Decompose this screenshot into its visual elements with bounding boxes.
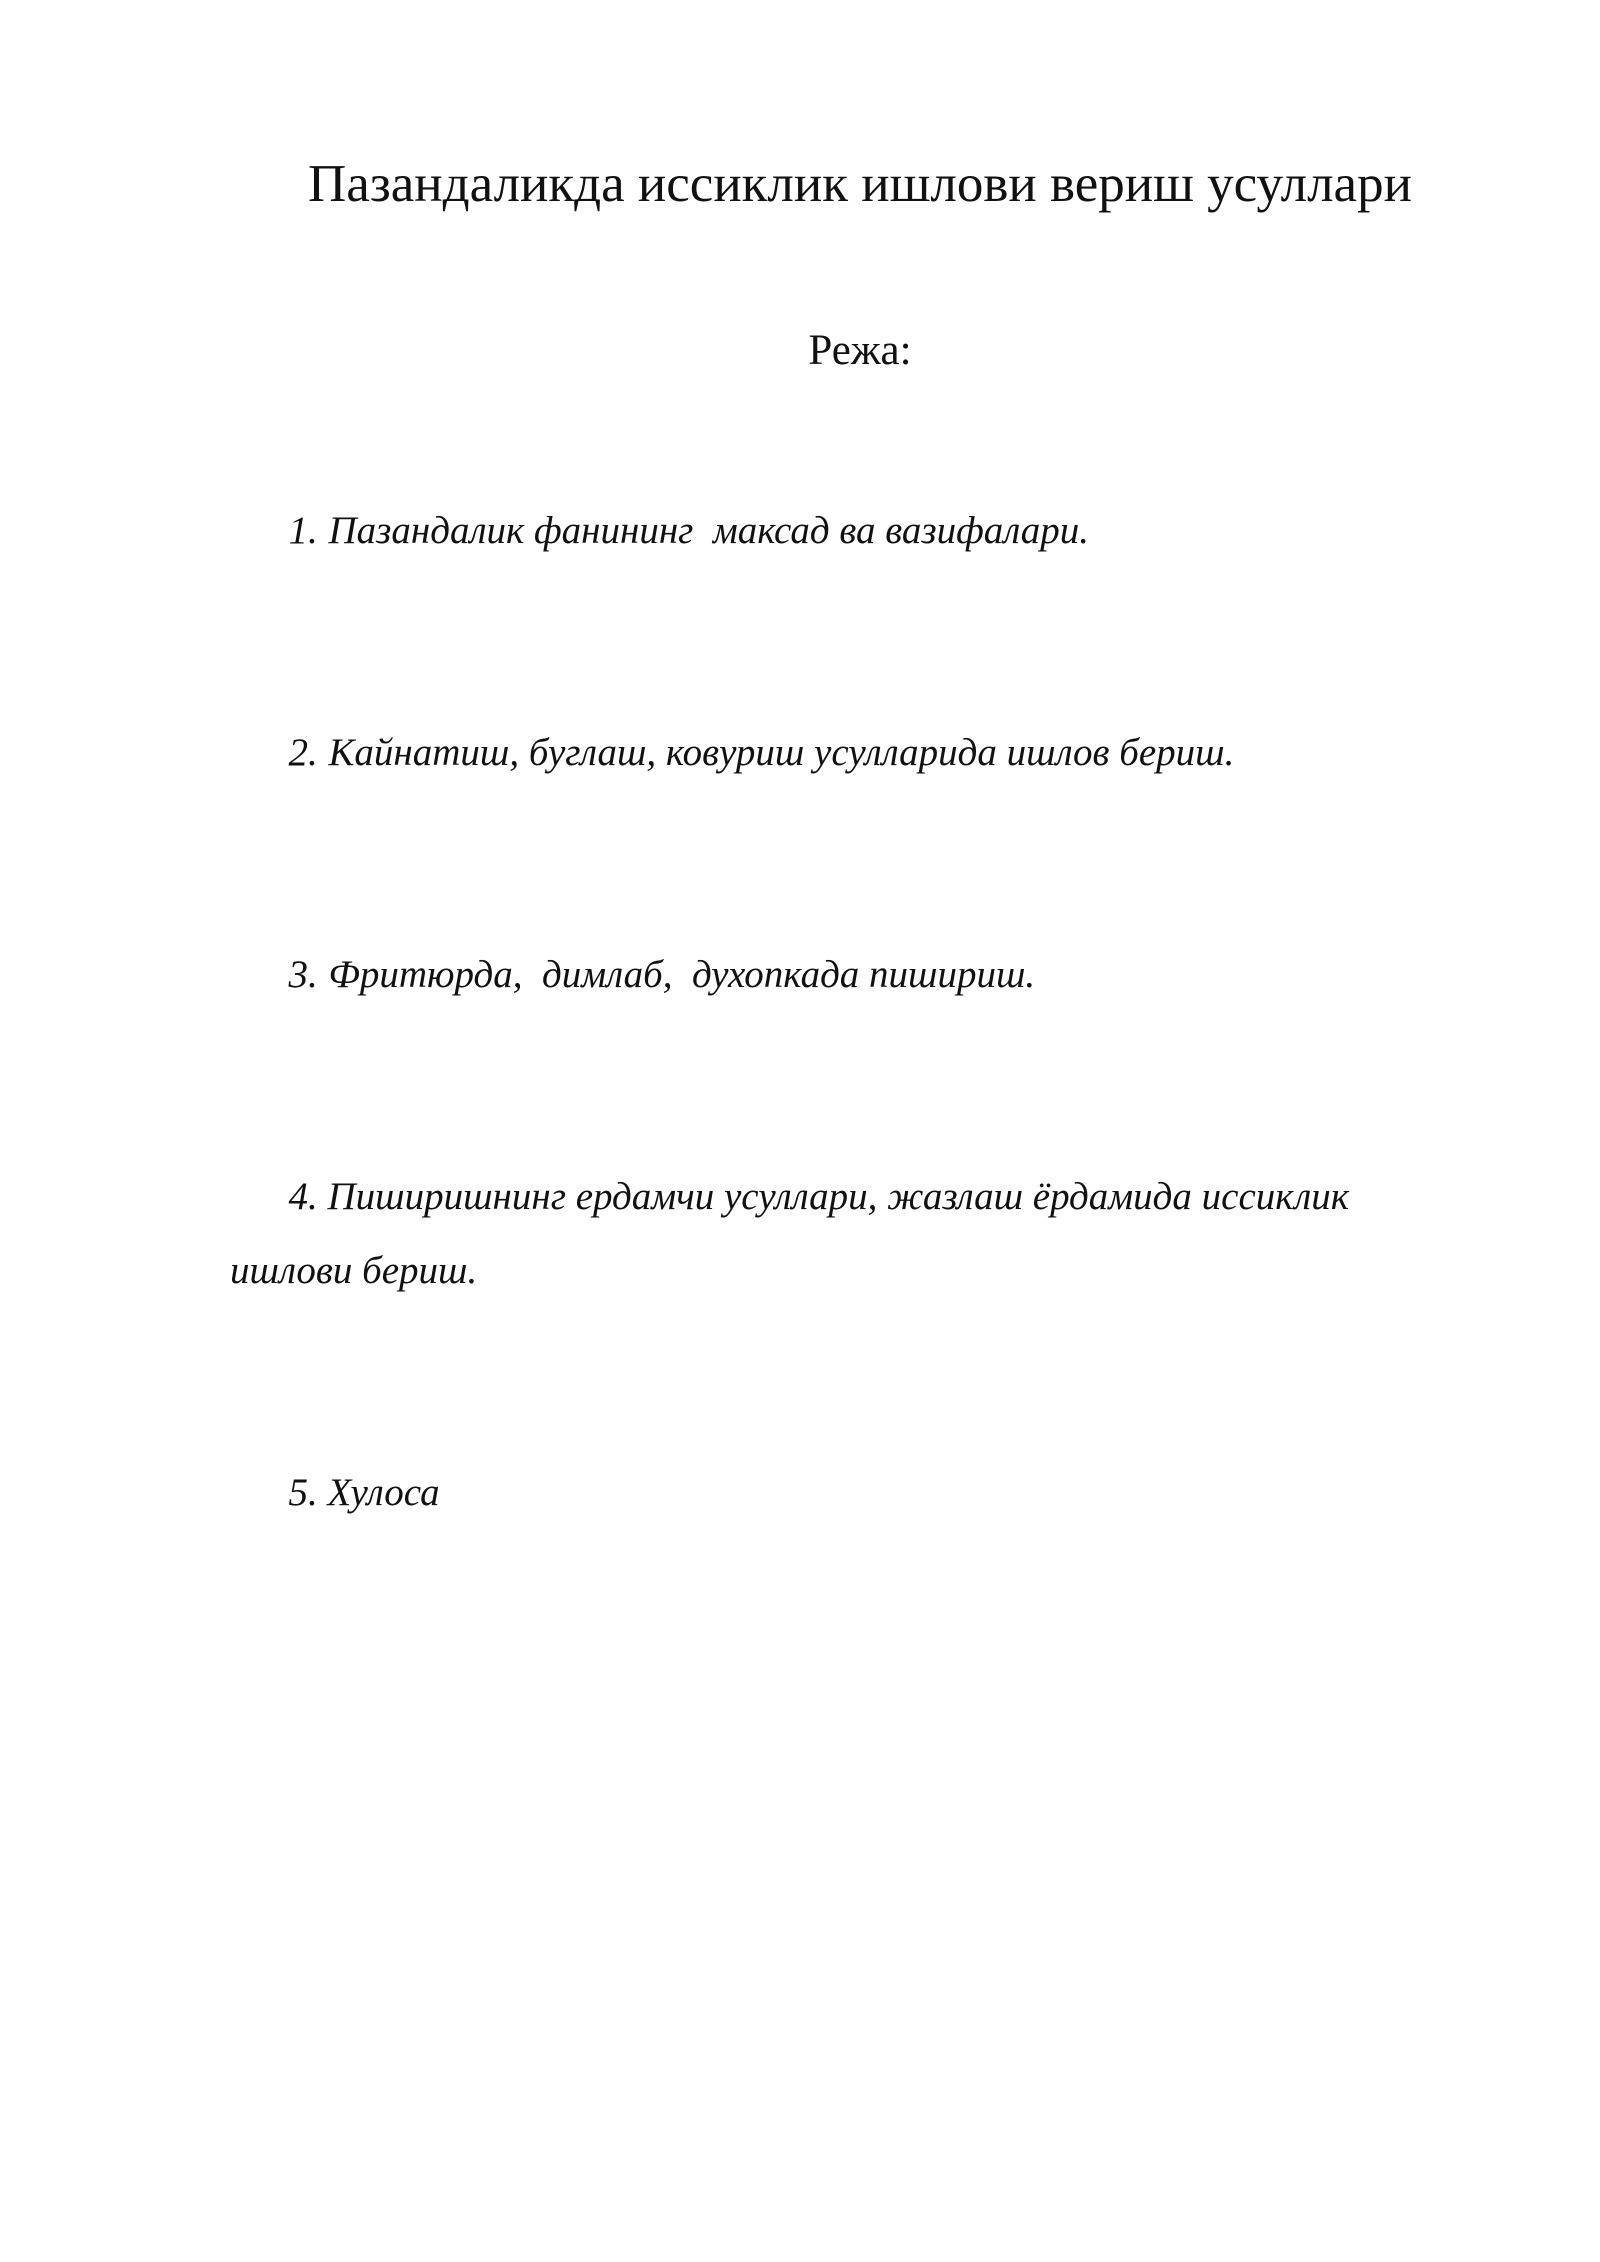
plan-item-text: Пазандалик фанининг максад ва вазифалари. [328,509,1090,552]
plan-heading: Режа: [808,327,912,374]
plan-item-number: 2. [288,731,318,774]
plan-item-2 [230,642,1460,864]
document-title: Пазандаликда иссиклик ишлови вериш усуллари [308,155,1412,213]
plan-item-text: Хулоса [327,1471,440,1514]
plan-item-4 [230,1086,1460,1382]
plan-item-number: 4. [288,1175,318,1218]
plan-item-number: 1. [288,509,318,552]
plan-item-text: Фритюрда, димлаб, духопкада пишириш. [328,953,1036,996]
plan-item-3 [230,864,1460,1086]
plan-list [230,420,1460,1604]
plan-item-number: 3. [288,953,318,996]
plan-item-text: Пиширишнинг ердамчи усуллари, жазлаш ёрдамида иссиклик ишлови бериш. [230,1175,1359,1292]
plan-item-1 [230,420,1460,642]
plan-item-number: 5. [288,1471,318,1514]
plan-item-5 [230,1382,1460,1604]
plan-item-text: Кайнатиш, буглаш, ковуриш усулларида ишлов бериш. [328,731,1235,774]
